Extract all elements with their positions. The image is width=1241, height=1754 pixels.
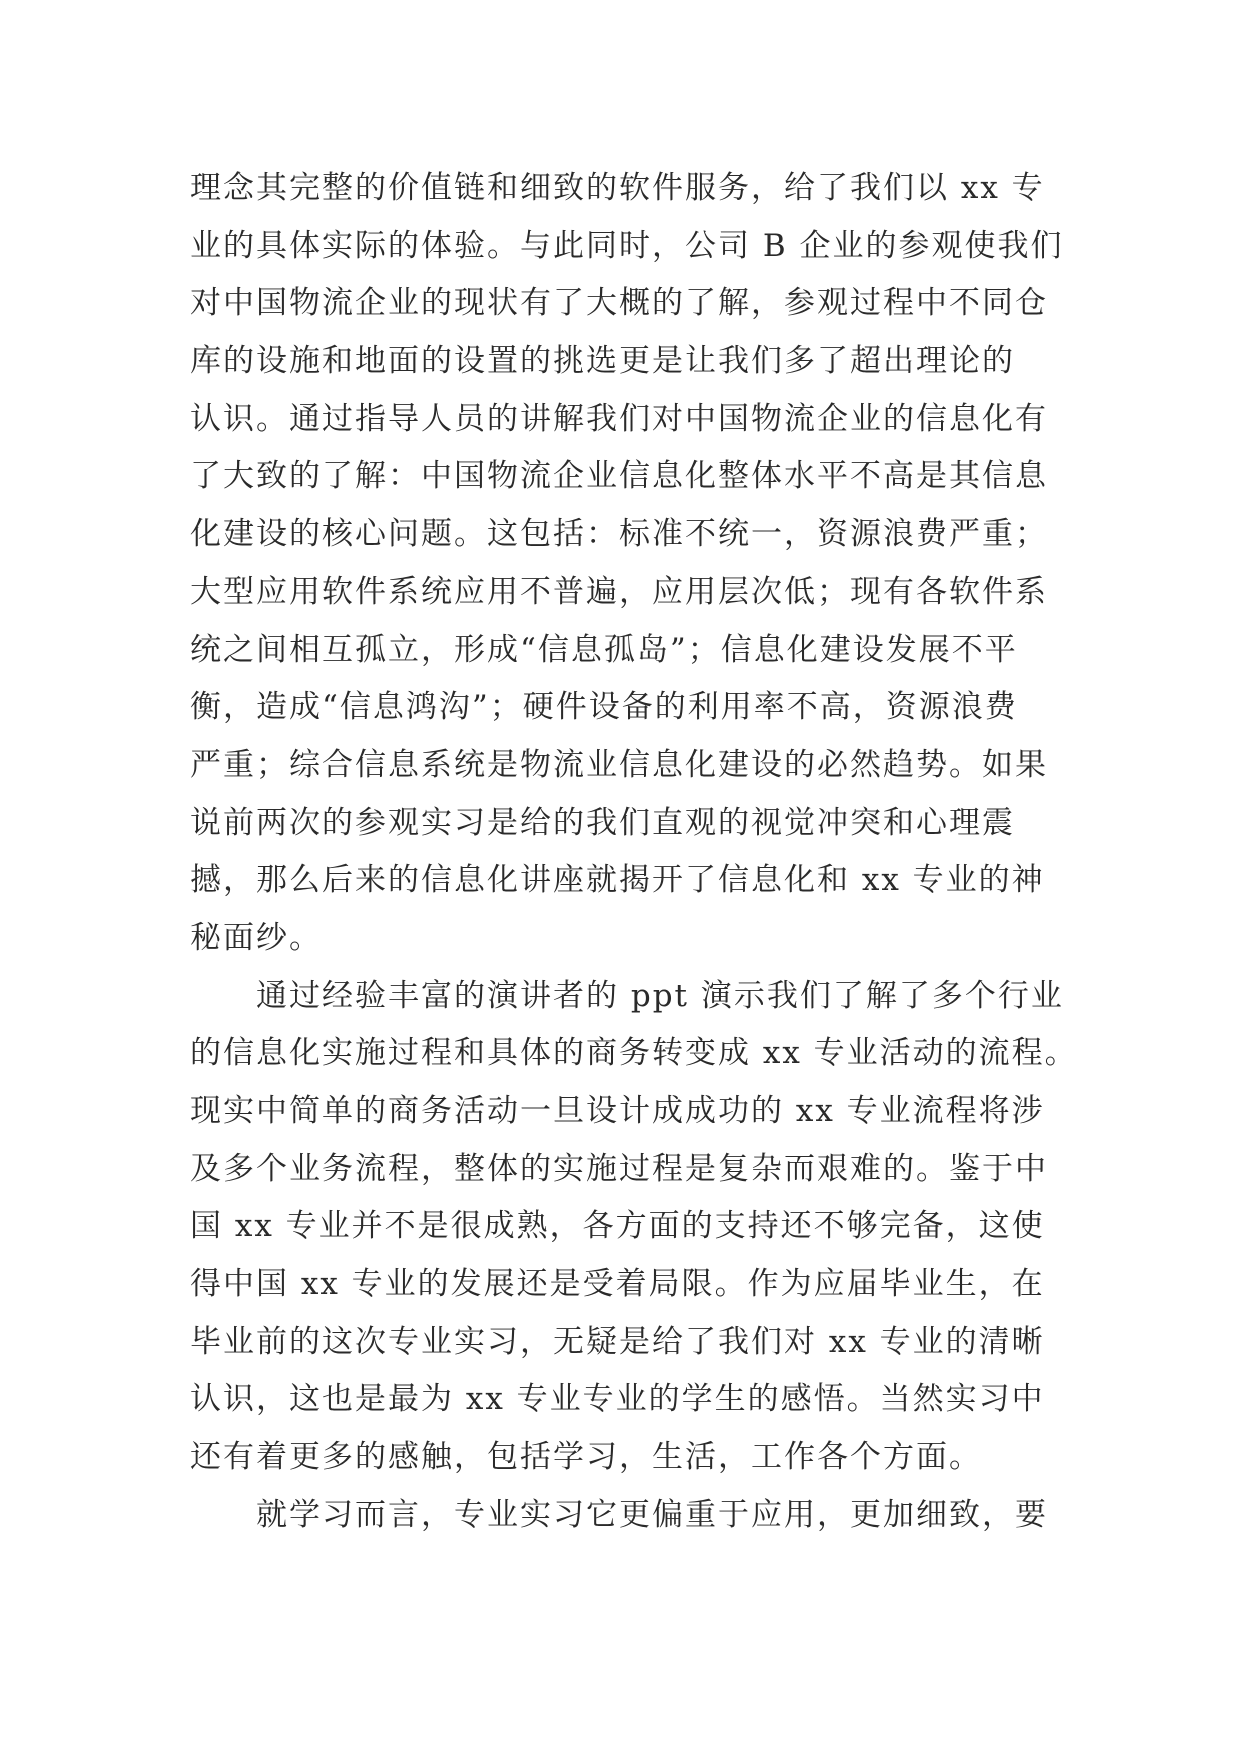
text-line: 及多个业务流程，整体的实施过程是复杂而艰难的。鉴于中 — [190, 1150, 1048, 1187]
body-text — [190, 160, 1078, 1545]
text-line: 现实中简单的商务活动一旦设计成成功的 xx 专业流程将涉 — [190, 1093, 1045, 1129]
text-line: 认识，这也是最为 xx 专业专业的学生的感悟。当然实习中 — [190, 1381, 1045, 1418]
text-line: 化建设的核心问题。这包括：标准不统一，资源浪费严重； — [190, 516, 1048, 553]
text-line: 了大致的了解：中国物流企业信息化整体水平不高是其信息 — [190, 458, 1048, 495]
text-line: 毕业前的这次专业实习，无疑是给了我们对 xx 专业的清晰 — [190, 1323, 1045, 1360]
text-line: 撼，那么后来的信息化讲座就揭开了信息化和 xx 专业的神 — [190, 862, 1045, 899]
paragraph-first-line: 就学习而言，专业实习它更偏重于应用，更加细致，要 — [256, 1496, 1048, 1533]
text-line: 衡，造成“信息鸿沟”；硬件设备的利用率不高，资源浪费 — [190, 689, 1018, 726]
text-line: 说前两次的参观实习是给的我们直观的视觉冲突和心理震 — [190, 804, 1015, 841]
text-line: 的信息化实施过程和具体的商务转变成 xx 专业活动的流程。 — [190, 1035, 1078, 1072]
text-line: 国 xx 专业并不是很成熟，各方面的支持还不够完备，这使 — [190, 1208, 1045, 1245]
text-line: 对中国物流企业的现状有了大概的了解，参观过程中不同仓 — [190, 285, 1048, 322]
text-line: 库的设施和地面的设置的挑选更是让我们多了超出理论的 — [190, 343, 1015, 380]
text-line: 认识。通过指导人员的讲解我们对中国物流企业的信息化有 — [190, 400, 1048, 437]
text-line: 大型应用软件系统应用不普遍，应用层次低；现有各软件系 — [190, 573, 1048, 610]
text-line: 业的具体实际的体验。与此同时，公司 B 企业的参观使我们 — [190, 227, 1064, 264]
text-line: 统之间相互孤立，形成“信息孤岛”；信息化建设发展不平 — [190, 631, 1018, 668]
text-line: 得中国 xx 专业的发展还是受着局限。作为应届毕业生，在 — [190, 1266, 1045, 1303]
text-line: 秘面纱。 — [190, 919, 322, 956]
text-line: 严重；综合信息系统是物流业信息化建设的必然趋势。如果 — [190, 746, 1048, 783]
paragraph-first-line: 通过经验丰富的演讲者的 ppt 演示我们了解了多个行业 — [256, 977, 1064, 1014]
text-line: 还有着更多的感触，包括学习，生活，工作各个方面。 — [190, 1439, 982, 1476]
text-line: 理念其完整的价值链和细致的软件服务，给了我们以 xx 专 — [190, 170, 1045, 206]
